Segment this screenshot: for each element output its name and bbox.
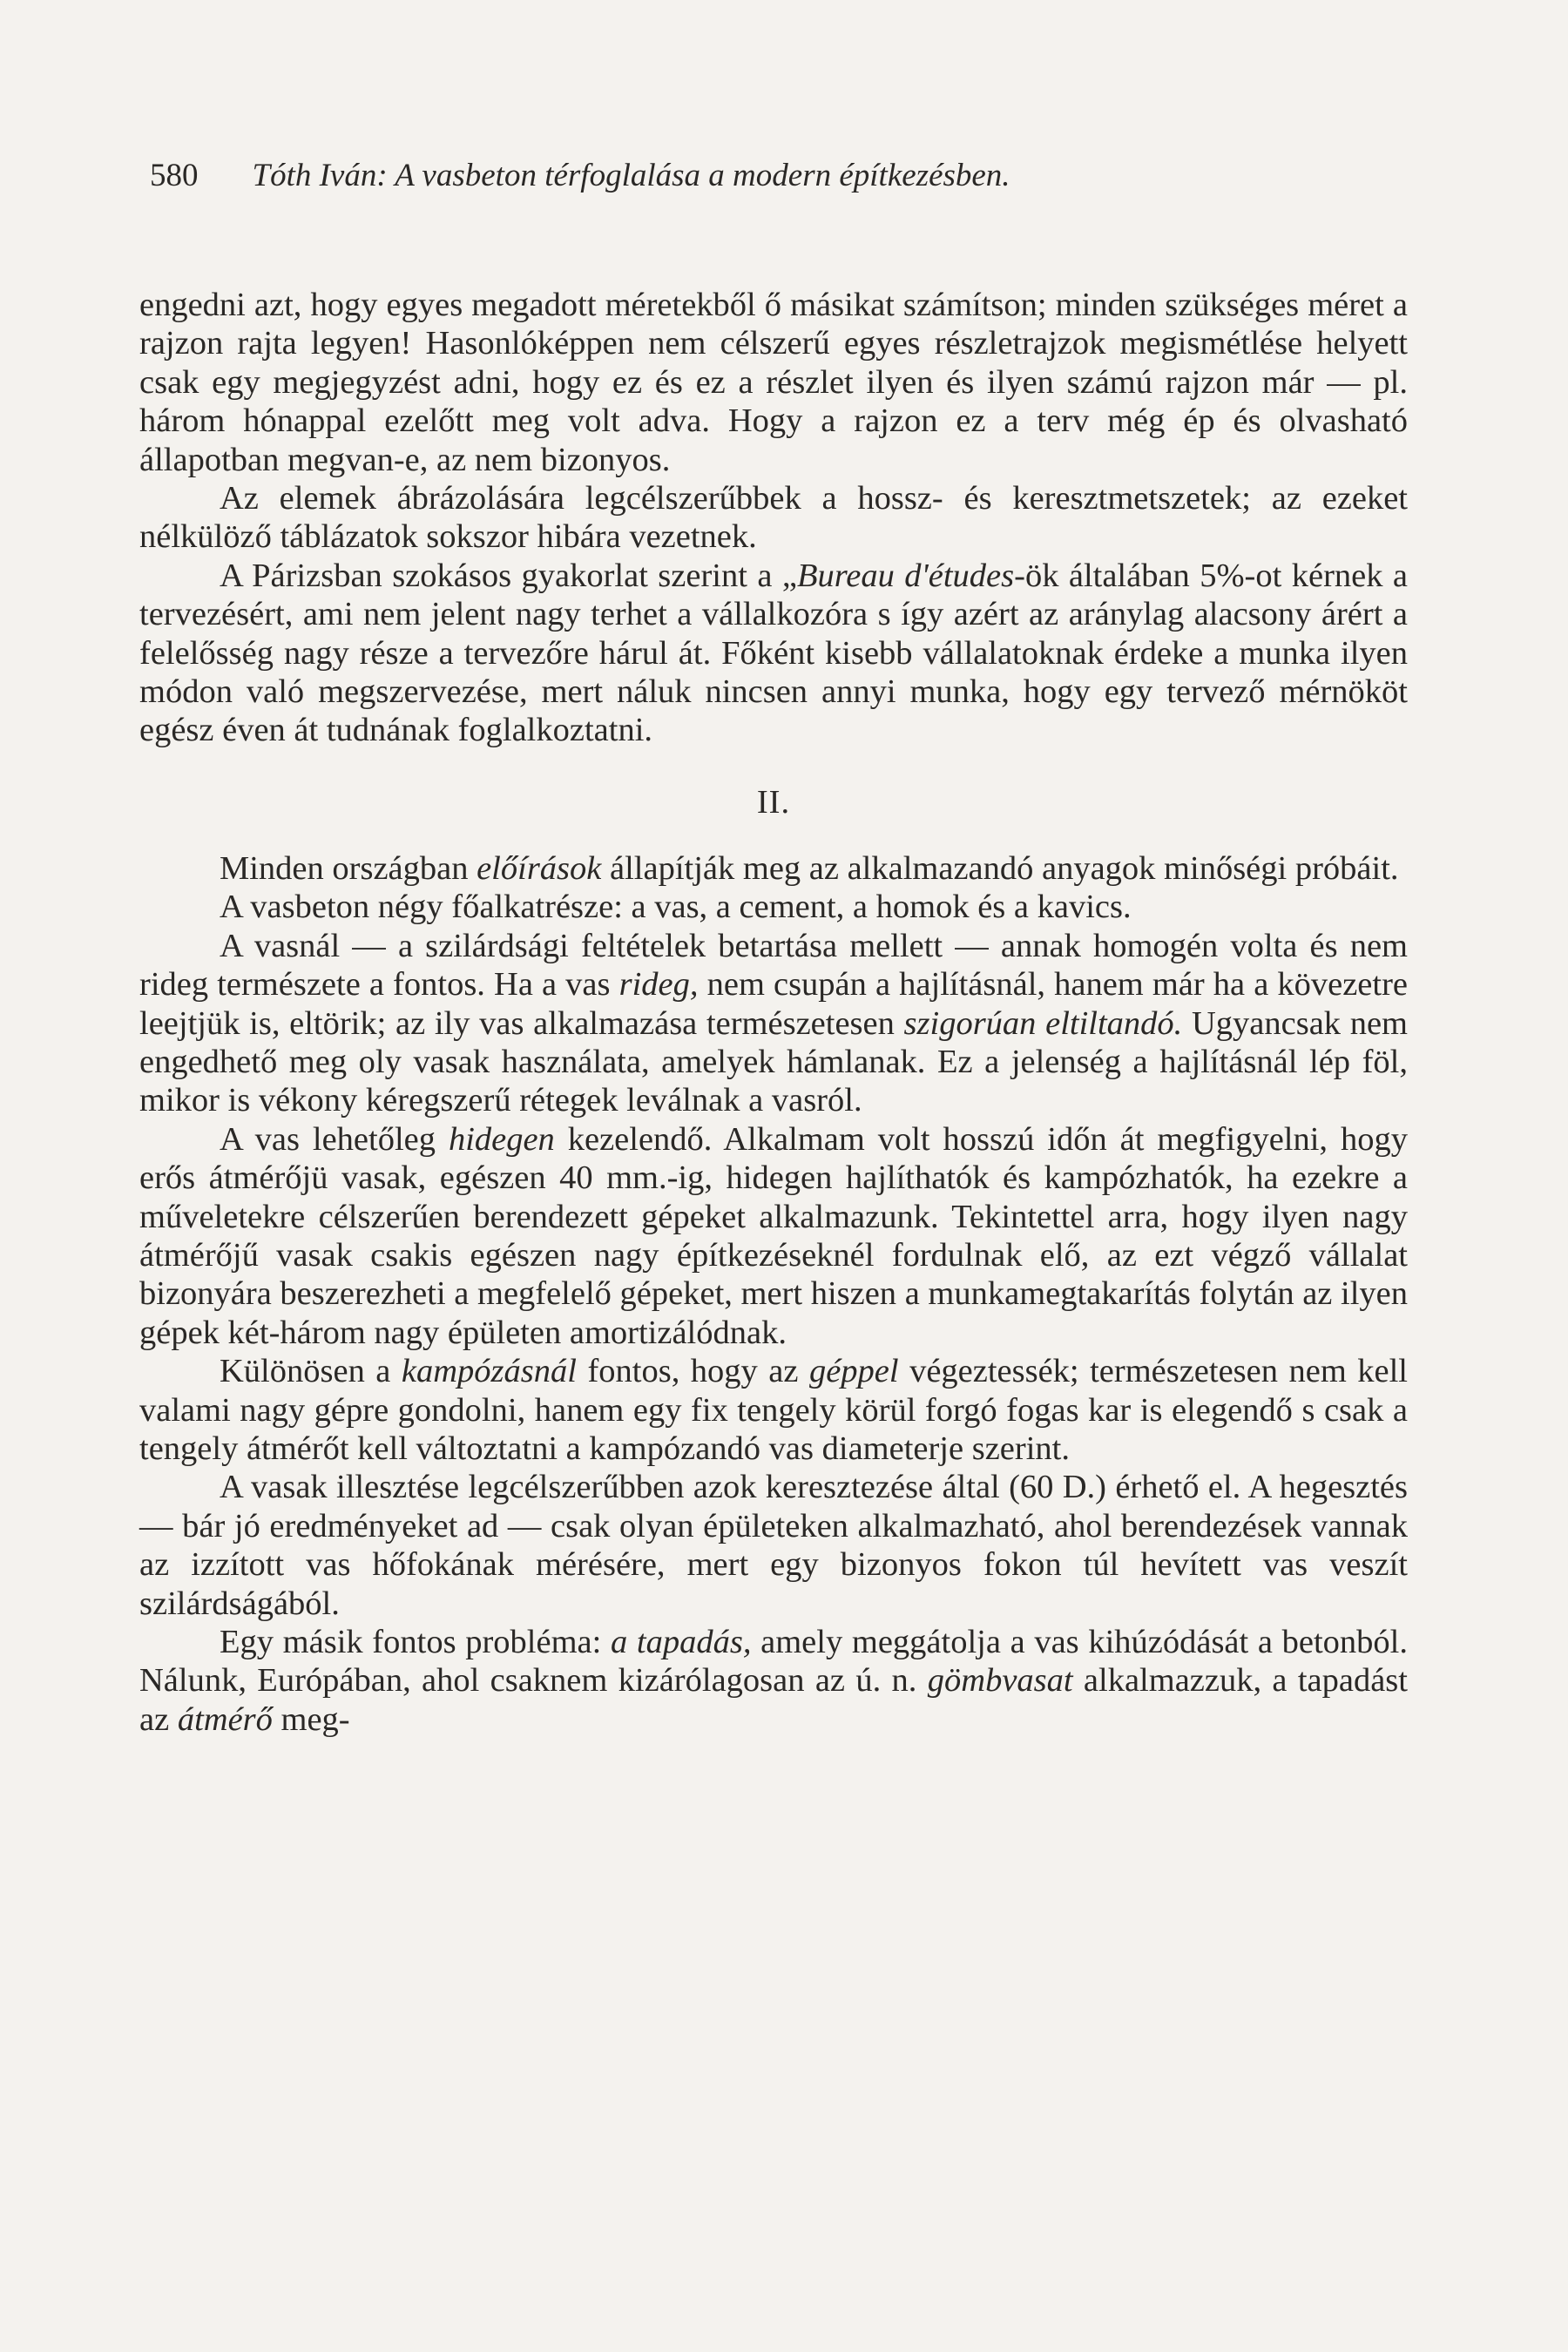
section-heading: II.: [756, 783, 791, 821]
body-text: [139, 286, 1408, 1739]
page-header: [150, 157, 1422, 195]
paragraph: Egy másik fontos probléma: a tapadás, amely meggátolja a vas kihúzódását a betonból. Nálunk, Európában, ahol csaknem kizárólagosan az ú. n. gömbvasat alkalmazzuk, a tapadást az átmérő meg-: [139, 1624, 1408, 1738]
paragraph: A Párizsban szokásos gyakorlat szerint a „Bureau d'études-ök általában 5%-ot kérnek a tervezésért, ami nem jelent nagy terhet a vállalkozóra s így azért az aránylag alacsony árért a felelősség nagy része a tervezőre hárul át. Főként kisebb vállalatoknak érdeke a munka ilyen módon való megszervezése, mert náluk nincsen annyi munka, hogy egy tervező mérnököt egész éven át tudnának foglalkoztatni.: [139, 557, 1408, 749]
paragraph: engedni azt, hogy egyes megadott méretekből ő másikat számítson; minden szükséges méret a rajzon rajta legyen! Hasonlóképpen nem célszerű egyes részletrajzok megismétlése helyett csak egy megjegyzést adni, hogy ez és ez a részlet ilyen és ilyen számú rajzon már — pl. három hónappal ezelőtt meg volt adva. Hogy a rajzon ez a terv még ép és olvasható állapotban megvan-e, az nem bizonyos.: [139, 287, 1408, 478]
running-title: Tóth Iván: A vasbeton térfoglalása a modern építkezésben.: [252, 158, 1010, 193]
paragraph: A vasnál — a szilárdsági feltételek betartása mellett — annak homogén volta és nem rideg természete a fontos. Ha a vas rideg, nem csupán a hajlításnál, hanem már ha a kövezetre leejtjük is, eltörik; az ily vas alkalmazása természetesen szigorúan eltiltandó. Ugyancsak nem engedhető meg oly vasak használata, amelyek hámlanak. Ez a jelenség a hajlításnál lép föl, mikor is vékony kéregszerű rétegek leválnak a vasról.: [139, 927, 1409, 1119]
paragraph: Az elemek ábrázolására legcélszerűbbek a hossz- és keresztmetszetek; az ezeket nélkülöző táblázatok sokszor hibára vezetnek.: [139, 480, 1408, 556]
paragraph: Minden országban előírások állapítják meg az alkalmazandó anyagok minőségi próbáit.: [220, 849, 1399, 887]
paragraph: A vas lehetőleg hidegen kezelendő. Alkalmam volt hosszú időn át megfigyelni, hogy erős átmérőjü vasak, egészen 40 mm.-ig, hidegen hajlíthatók és kampózhatók, ha ezekre a műveletekre célszerűen berendezett gépeket alkalmazunk. Tekintettel arra, hogy ilyen nagy átmérőjű vasak csakis egészen nagy építkezéseknél fordulnak elő, az ezt végző vállalat bizonyára beszerezheti a megfelelő gépeket, mert hiszen a munkamegtakarítás folytán az ilyen gépek két-három nagy épületen amortizálódnak.: [139, 1120, 1408, 1351]
paragraph: Különösen a kampózásnál fontos, hogy az géppel végeztessék; természetesen nem kell valami nagy gépre gondolni, hanem egy fix tengely körül forgó fogas kar is elegendő s csak a tengely átmérőt kell változtatni a kampózandó vas diameterje szerint.: [139, 1353, 1408, 1467]
paragraph: A vasbeton négy főalkatrésze: a vas, a cement, a homok és a kavics.: [220, 889, 1132, 926]
page-number: 580: [150, 158, 199, 193]
paragraph: A vasak illesztése legcélszerűbben azok keresztezése által (60 D.) érhető el. A hegesztés — bár jó eredményeket ad — csak olyan épületeken alkalmazható, ahol berendezések vannak az izzított vas hőfokának mérésére, mert egy bizonyos fokon túl hevített vas veszít szilárdságából.: [139, 1469, 1408, 1622]
